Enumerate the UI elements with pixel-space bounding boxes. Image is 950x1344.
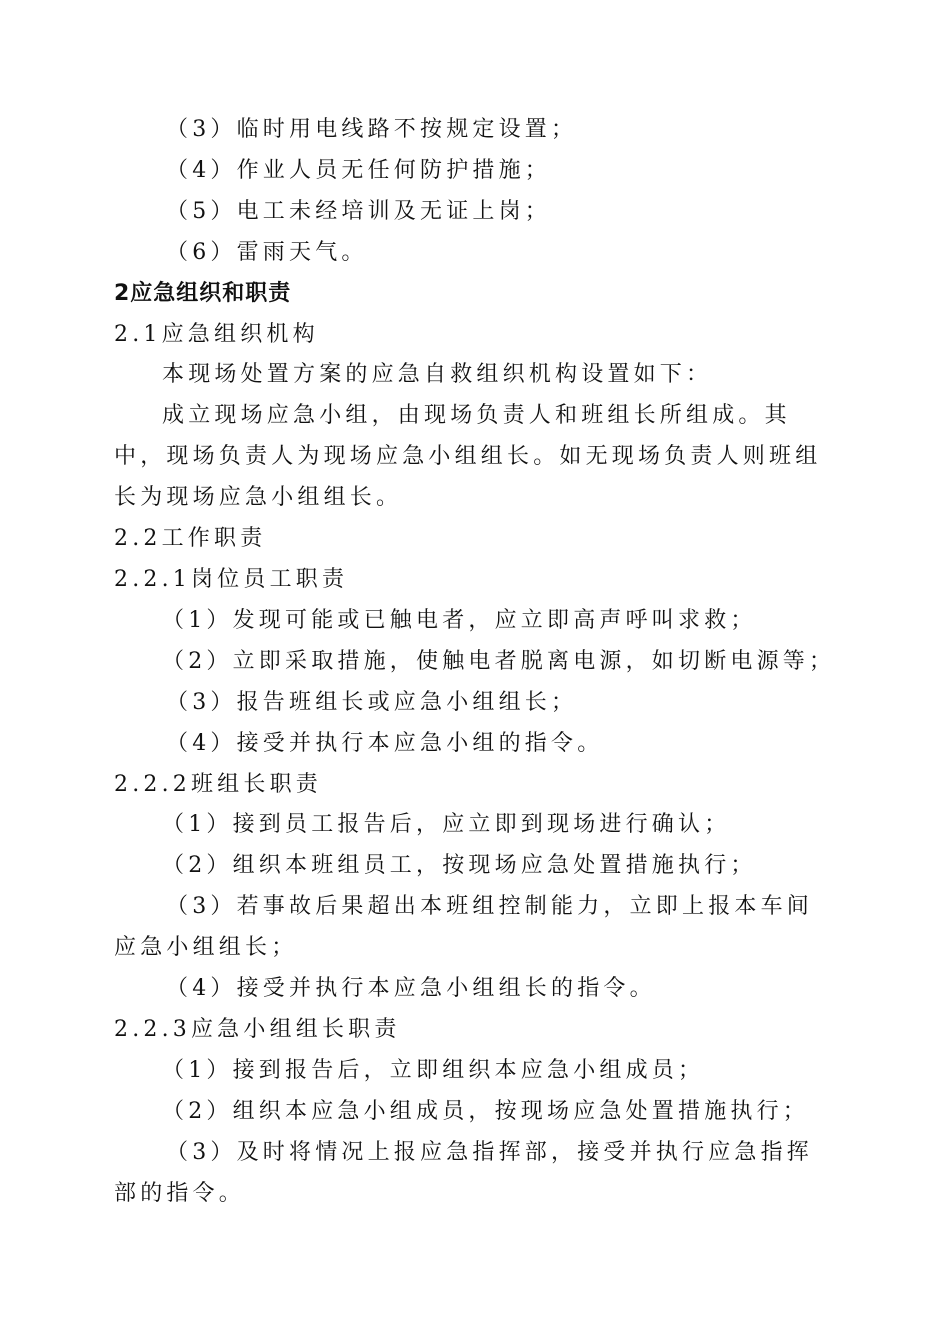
subsection-heading: 2.1应急组织机构 [114,321,319,347]
list-item: （4）接受并执行本应急小组组长的指令。 [166,976,656,1002]
list-item: （3）临时用电线路不按规定设置； [166,117,578,142]
list-item: （2）立即采取措施，使触电者脱离电源，如切断电源等； [162,648,836,674]
list-item: （2）组织本应急小组成员，按现场应急处置措施执行； [162,1098,809,1124]
subsubsection-heading: 2.2.1岗位员工职责 [114,566,349,592]
list-item: （4）接受并执行本应急小组的指令。 [166,730,604,756]
list-item: （3）若事故后果超出本班组控制能力，立即上报本车间应急小组组长； [114,894,813,961]
document-body [114,110,836,1214]
list-item: （4）作业人员无任何防护措施； [166,157,551,183]
list-item: （3）报告班组长或应急小组组长； [166,689,578,715]
list-item: （1）接到员工报告后，应立即到现场进行确认； [162,812,731,838]
list-item: （3）及时将情况上报应急指挥部，接受并执行应急指挥部的指令。 [114,1139,813,1206]
paragraph: 成立现场应急小组，由现场负责人和班组长所组成。其中，现场负责人为现场应急小组组长。如无现场负责人则班组长为现场应急小组组长。 [114,403,822,511]
subsubsection-heading: 2.2.3应急小组组长职责 [114,1016,401,1042]
list-item: （6）雷雨天气。 [166,239,368,265]
section-heading: 2应急组织和职责 [114,280,292,306]
subsubsection-heading: 2.2.2班组长职责 [114,771,322,797]
list-item: （1）发现可能或已触电者，应立即高声呼叫求救； [162,607,757,633]
list-item: （1）接到报告后，立即组织本应急小组成员； [162,1057,705,1083]
paragraph: 本现场处置方案的应急自救组织机构设置如下： [162,362,713,388]
list-item: （5）电工未经培训及无证上岗； [166,198,551,224]
list-item: （2）组织本班组员工，按现场应急处置措施执行； [162,853,757,879]
subsection-heading: 2.2工作职责 [114,526,267,552]
